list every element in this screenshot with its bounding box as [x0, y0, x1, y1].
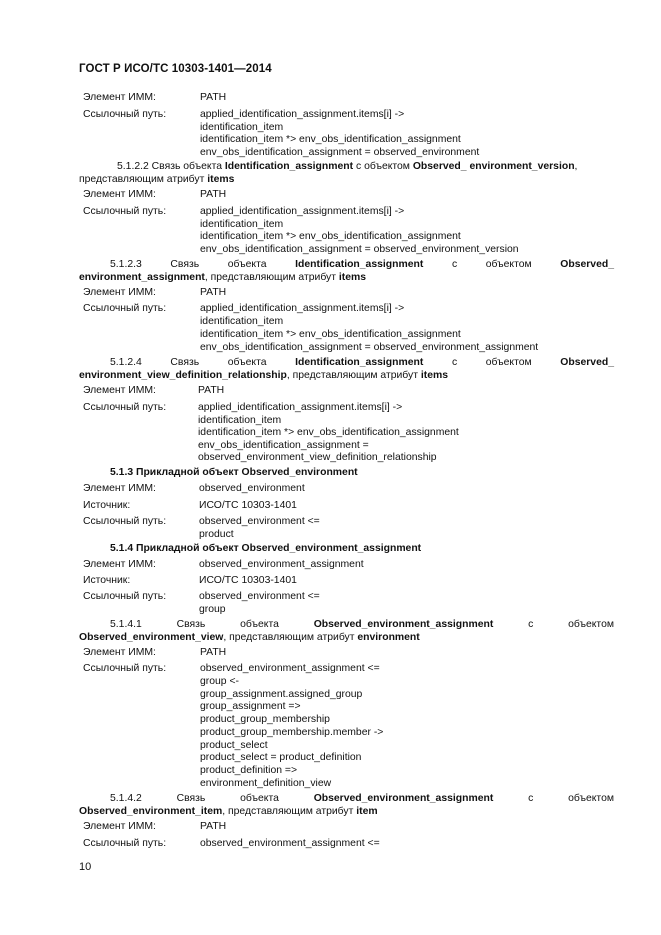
paragraph-5-1-2-3: 5.1.2.3 Связь объекта Identification_assignment с объектом Observed_	[110, 259, 614, 270]
field-value: product	[199, 529, 234, 540]
field-value: product_group_membership	[200, 714, 330, 725]
field-value: PATH	[200, 647, 227, 658]
field-value: observed_environment <=	[199, 591, 320, 602]
paragraph-5-1-4-2-cont: Observed_environment_item, представляющим атрибут item	[79, 806, 378, 817]
field-value: identification_item	[200, 316, 284, 327]
field-value: env_obs_identification_assignment = observed_environment	[200, 147, 480, 158]
field-value: identification_item *> env_obs_identification_assignment	[200, 329, 461, 340]
field-value: group <-	[200, 676, 239, 687]
field-value: observed_environment_assignment <=	[200, 663, 380, 674]
field-value: PATH	[200, 189, 227, 200]
paragraph-5-1-2-3-cont: environment_assignment, представляющим атрибут items	[79, 272, 367, 283]
field-value: group	[199, 604, 226, 615]
paragraph-5-1-4-1: 5.1.4.1 Связь объекта Observed_environment_assignment с объектом	[110, 619, 614, 630]
paragraph-5-1-2-2-cont: представляющим атрибут items	[79, 174, 235, 185]
field-value: PATH	[200, 287, 227, 298]
page-number: 10	[79, 861, 92, 873]
field-value: group_assignment =>	[200, 701, 301, 712]
field-value: env_obs_identification_assignment = observed_environment_assignment	[200, 342, 539, 353]
section-heading-5-1-3: 5.1.3 Прикладной объект Observed_environment	[110, 467, 358, 478]
field-value: env_obs_identification_assignment =	[198, 440, 369, 451]
field-label: Ссылочный путь:	[83, 109, 167, 120]
field-label: Ссылочный путь:	[83, 591, 167, 602]
field-value: identification_item *> env_obs_identification_assignment	[198, 427, 459, 438]
field-label: Источник:	[83, 575, 131, 586]
field-label: Элемент ИММ:	[83, 92, 156, 103]
paragraph-5-1-2-4: 5.1.2.4 Связь объекта Identification_assignment с объектом Observed_	[110, 357, 614, 368]
field-value: applied_identification_assignment.items[i] ->	[200, 206, 405, 217]
field-value: identification_item	[200, 219, 284, 230]
field-label: Ссылочный путь:	[83, 516, 167, 527]
field-label: Элемент ИММ:	[83, 483, 156, 494]
field-value: PATH	[198, 385, 225, 396]
field-value: group_assignment.assigned_group	[200, 689, 363, 700]
field-value: observed_environment <=	[199, 516, 320, 527]
field-label: Источник:	[83, 500, 131, 511]
field-label: Ссылочный путь:	[83, 206, 167, 217]
field-value: identification_item *> env_obs_identification_assignment	[200, 134, 461, 145]
field-value: identification_item *> env_obs_identification_assignment	[200, 231, 461, 242]
field-value: applied_identification_assignment.items[i] ->	[200, 109, 405, 120]
field-value: ИСО/ТС 10303-1401	[199, 500, 297, 511]
field-value: product_select	[200, 740, 268, 751]
field-value: PATH	[200, 92, 227, 103]
field-value: applied_identification_assignment.items[i] ->	[200, 303, 405, 314]
field-value: product_select = product_definition	[200, 752, 362, 763]
section-heading-5-1-4: 5.1.4 Прикладной объект Observed_environment_assignment	[110, 543, 422, 554]
field-value: product_group_membership.member ->	[200, 727, 384, 738]
field-label: Ссылочный путь:	[83, 838, 167, 849]
field-value: applied_identification_assignment.items[i] ->	[198, 402, 403, 413]
field-value: env_obs_identification_assignment = observed_environment_version	[200, 244, 519, 255]
field-value: identification_item	[200, 122, 284, 133]
field-value: observed_environment	[199, 483, 305, 494]
field-value: observed_environment_assignment	[199, 559, 364, 570]
field-value: identification_item	[198, 415, 282, 426]
field-label: Элемент ИММ:	[83, 559, 156, 570]
field-value: observed_environment_view_definition_relationship	[198, 452, 437, 463]
field-value: ИСО/ТС 10303-1401	[199, 575, 297, 586]
paragraph-5-1-2-4-cont: environment_view_definition_relationship, представляющим атрибут items	[79, 370, 449, 381]
paragraph-5-1-4-2: 5.1.4.2 Связь объекта Observed_environment_assignment с объектом	[110, 793, 614, 804]
field-value: observed_environment_assignment <=	[200, 838, 380, 849]
field-label: Элемент ИММ:	[83, 385, 156, 396]
field-label: Элемент ИММ:	[83, 287, 156, 298]
field-value: environment_definition_view	[200, 778, 332, 789]
field-label: Ссылочный путь:	[83, 402, 167, 413]
field-value: product_definition =>	[200, 765, 298, 776]
field-label: Ссылочный путь:	[83, 663, 167, 674]
document-header: ГОСТ Р ИСО/ТС 10303-1401—2014	[79, 63, 272, 75]
paragraph-5-1-2-2: 5.1.2.2 Связь объекта Identification_assignment с объектом Observed_ environment_version,	[117, 161, 578, 172]
field-label: Ссылочный путь:	[83, 303, 167, 314]
field-label: Элемент ИММ:	[83, 821, 156, 832]
paragraph-5-1-4-1-cont: Observed_environment_view, представляющим атрибут environment	[79, 632, 420, 643]
field-label: Элемент ИММ:	[83, 189, 156, 200]
field-value: PATH	[200, 821, 227, 832]
field-label: Элемент ИММ:	[83, 647, 156, 658]
